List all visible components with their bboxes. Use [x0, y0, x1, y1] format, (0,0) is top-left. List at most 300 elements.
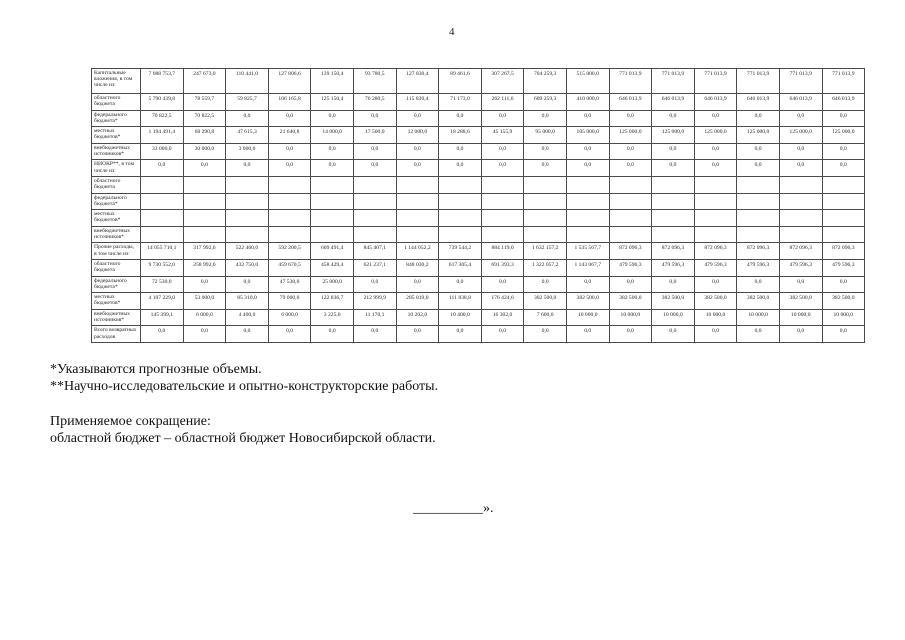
table-cell: 1 144 052,2 [396, 243, 439, 260]
table-cell: 17 500,0 [353, 127, 396, 144]
table-cell: 0,0 [524, 160, 567, 177]
table-cell [311, 226, 354, 243]
row-label: местных бюджетов* [92, 210, 141, 227]
table-cell [183, 210, 226, 227]
table-cell: 125 000,0 [652, 127, 695, 144]
row-label: внебюджетных источников* [92, 309, 141, 326]
table-cell: 302 500,0 [524, 293, 567, 310]
table-cell: 3 000,0 [226, 143, 269, 160]
table-cell: 0,0 [141, 160, 184, 177]
table-cell: 0,0 [779, 276, 822, 293]
table-row [92, 243, 865, 260]
table-cell [737, 176, 780, 193]
table-cell: 382 500,0 [652, 293, 695, 310]
table-cell: 0,0 [822, 160, 865, 177]
table-cell: 1 194 491,4 [141, 127, 184, 144]
table-cell [396, 176, 439, 193]
table-cell: 79 000,0 [268, 293, 311, 310]
table-cell: 0,0 [481, 160, 524, 177]
table-row [92, 276, 865, 293]
table-cell: 247 673,0 [183, 69, 226, 94]
table-cell: 0,0 [439, 143, 482, 160]
table-cell: 258 992,6 [183, 259, 226, 276]
table-cell: 10 000,0 [779, 309, 822, 326]
table-cell: 0,0 [779, 110, 822, 127]
table-cell [652, 193, 695, 210]
row-label: местных бюджетов* [92, 293, 141, 310]
table-cell: 0,0 [353, 110, 396, 127]
table-cell [141, 193, 184, 210]
table-cell: 0,0 [311, 160, 354, 177]
table-cell: 0,0 [183, 160, 226, 177]
table-cell: 262 111,6 [481, 94, 524, 111]
table-cell: 6 000,0 [268, 309, 311, 326]
table-cell: 0,0 [183, 276, 226, 293]
table-cell [141, 176, 184, 193]
table-cell: 0,0 [737, 160, 780, 177]
table-cell: 3 225,0 [311, 309, 354, 326]
table-cell [566, 193, 609, 210]
table-row [92, 293, 865, 310]
table-cell: 0,0 [481, 110, 524, 127]
table-cell: 1 143 067,7 [566, 259, 609, 276]
blank-line [50, 396, 438, 413]
table-cell: 125 000,0 [609, 127, 652, 144]
table-cell [268, 226, 311, 243]
table-cell [566, 176, 609, 193]
table-cell [652, 226, 695, 243]
table-body [92, 69, 865, 343]
table-cell [311, 193, 354, 210]
table-cell: 125 000,0 [694, 127, 737, 144]
row-label: внебюджетных источников* [92, 226, 141, 243]
table-row [92, 69, 865, 94]
table-cell: 106 165,8 [268, 94, 311, 111]
table-cell: 70 822,5 [183, 110, 226, 127]
table-cell [226, 210, 269, 227]
table-cell: 0,0 [524, 110, 567, 127]
table-cell: 771 013,9 [737, 69, 780, 94]
table-cell: 0,0 [353, 326, 396, 343]
table-cell [141, 226, 184, 243]
table-cell: 771 013,9 [779, 69, 822, 94]
table-cell: 771 013,9 [694, 69, 737, 94]
table-cell: 0,0 [268, 110, 311, 127]
table-cell: 479 596,3 [822, 259, 865, 276]
table-cell: 0,0 [566, 143, 609, 160]
table-row [92, 309, 865, 326]
table-cell [524, 210, 567, 227]
table-cell: 78 559,7 [183, 94, 226, 111]
table-cell: 0,0 [609, 160, 652, 177]
table-cell: 0,0 [226, 110, 269, 127]
table-cell: 771 013,9 [609, 69, 652, 94]
table-cell [353, 176, 396, 193]
table-cell [226, 193, 269, 210]
row-label: областного бюджета [92, 176, 141, 193]
table-cell: 45 155,9 [481, 127, 524, 144]
table-row [92, 94, 865, 111]
table-cell: 110 441,0 [226, 69, 269, 94]
page-number: 4 [449, 26, 455, 38]
table-cell [353, 226, 396, 243]
table-cell: 122 836,7 [311, 293, 354, 310]
table-cell: 0,0 [311, 326, 354, 343]
table-cell [183, 176, 226, 193]
table-cell: 522 460,0 [226, 243, 269, 260]
table-cell: 0,0 [183, 326, 226, 343]
table-cell: 10 400,0 [439, 309, 482, 326]
closing-mark: __________». [413, 501, 494, 516]
table-cell [694, 193, 737, 210]
table-cell: 0,0 [822, 326, 865, 343]
table-cell: 0,0 [439, 276, 482, 293]
table-cell: 0,0 [226, 326, 269, 343]
table-cell [652, 176, 695, 193]
table-cell: 0,0 [353, 160, 396, 177]
table-cell [609, 226, 652, 243]
table-cell: 382 500,0 [694, 293, 737, 310]
table-cell: 4 107 229,0 [141, 293, 184, 310]
row-label: Капитальные вложения, в том числе из: [92, 69, 141, 94]
table-cell: 53 000,0 [183, 293, 226, 310]
table-cell: 0,0 [822, 276, 865, 293]
table-cell [609, 210, 652, 227]
table-cell: 317 992,6 [183, 243, 226, 260]
table-cell: 0,0 [609, 143, 652, 160]
table-cell [439, 210, 482, 227]
table-cell: 16 302,0 [481, 309, 524, 326]
table-cell: 1 535 567,7 [566, 243, 609, 260]
table-cell: 0,0 [353, 276, 396, 293]
table-cell: 479 596,3 [737, 259, 780, 276]
table-cell: 10 000,0 [694, 309, 737, 326]
table-cell [822, 226, 865, 243]
footnote-forecast: *Указываются прогнозные объемы. [50, 362, 262, 377]
table-cell [524, 226, 567, 243]
table-cell [481, 193, 524, 210]
budget-table [91, 68, 865, 343]
table-cell: 0,0 [566, 276, 609, 293]
table-row [92, 326, 865, 343]
table-cell: 0,0 [481, 143, 524, 160]
table-cell: 0,0 [439, 110, 482, 127]
table-cell: 14 055 710,1 [141, 243, 184, 260]
table-row [92, 259, 865, 276]
row-label: Прочие расходы, в том числе из: [92, 243, 141, 260]
table-cell: 0,0 [694, 326, 737, 343]
table-cell: 139 150,4 [311, 69, 354, 94]
table-cell: 145 399,1 [141, 309, 184, 326]
table-cell [822, 210, 865, 227]
table-cell: 47 615,3 [226, 127, 269, 144]
table-cell: 0,0 [396, 160, 439, 177]
table-cell: 0,0 [652, 110, 695, 127]
table-cell [822, 176, 865, 193]
table-row [92, 160, 865, 177]
table-cell [694, 226, 737, 243]
abbreviation-heading: Применяемое сокращение: [50, 413, 211, 429]
table-cell: 0,0 [694, 110, 737, 127]
table-cell: 47 530,0 [268, 276, 311, 293]
table-cell: 0,0 [396, 326, 439, 343]
table-cell: 1 632 157,2 [524, 243, 567, 260]
table-cell [566, 226, 609, 243]
table-cell: 0,0 [652, 143, 695, 160]
table-cell: 307 267,5 [481, 69, 524, 94]
table-cell: 0,0 [609, 326, 652, 343]
table-cell [737, 193, 780, 210]
table-cell: 0,0 [779, 326, 822, 343]
table-cell: 105 000,0 [566, 127, 609, 144]
table-cell: 0,0 [609, 276, 652, 293]
table-cell [183, 226, 226, 243]
table-cell [396, 226, 439, 243]
table-cell: 0,0 [481, 276, 524, 293]
table-cell: 12 000,0 [396, 127, 439, 144]
table-cell: 70 822,5 [141, 110, 184, 127]
table-cell [481, 210, 524, 227]
table-cell: 0,0 [439, 326, 482, 343]
table-cell [396, 193, 439, 210]
table-cell: 884 119,0 [481, 243, 524, 260]
table-cell [353, 193, 396, 210]
table-cell: 872 096,3 [694, 243, 737, 260]
table-cell: 11 170,1 [353, 309, 396, 326]
table-cell: 25 000,0 [311, 276, 354, 293]
table-row [92, 210, 865, 227]
table-cell: 71 173,0 [439, 94, 482, 111]
table-cell: 617 305,4 [439, 259, 482, 276]
table-cell [439, 193, 482, 210]
row-label: федерального бюджета* [92, 193, 141, 210]
table-cell: 0,0 [737, 143, 780, 160]
table-cell: 0,0 [737, 110, 780, 127]
table-cell: 515 000,0 [566, 69, 609, 94]
abbreviation-text: областной бюджет – областной бюджет Новосибирской области. [50, 431, 436, 447]
table-cell: 872 096,3 [609, 243, 652, 260]
table-cell: 592 200,5 [268, 243, 311, 260]
row-label: федерального бюджета* [92, 276, 141, 293]
table-cell: 646 013,9 [779, 94, 822, 111]
table-cell: 0,0 [652, 160, 695, 177]
table-cell: 771 013,9 [652, 69, 695, 94]
table-cell [353, 210, 396, 227]
row-label: Всего возвратных расходов [92, 326, 141, 343]
table-cell: 432 750,0 [226, 259, 269, 276]
table-cell: 176 424,6 [481, 293, 524, 310]
table-cell: 872 096,3 [822, 243, 865, 260]
table-cell: 0,0 [779, 143, 822, 160]
table-cell: 459 670,5 [268, 259, 311, 276]
table-cell: 0,0 [396, 276, 439, 293]
row-label: областного бюджета [92, 94, 141, 111]
table-cell: 7 088 753,7 [141, 69, 184, 94]
table-cell [396, 210, 439, 227]
table-cell: 479 596,3 [652, 259, 695, 276]
table-cell: 382 500,0 [822, 293, 865, 310]
table-cell: 127 830,4 [396, 69, 439, 94]
table-cell: 609 491,4 [311, 243, 354, 260]
table-cell: 0,0 [566, 160, 609, 177]
table-cell: 691 393,3 [481, 259, 524, 276]
table-cell: 0,0 [822, 110, 865, 127]
table-cell: 212 999,9 [353, 293, 396, 310]
row-label: федерального бюджета* [92, 110, 141, 127]
table-cell: 646 013,9 [822, 94, 865, 111]
table-cell [439, 226, 482, 243]
table-row [92, 226, 865, 243]
table-cell: 127 806,6 [268, 69, 311, 94]
table-cell: 0,0 [311, 143, 354, 160]
table-cell: 285 819,0 [396, 293, 439, 310]
table-cell: 10 000,0 [822, 309, 865, 326]
table-cell [268, 210, 311, 227]
table-cell: 646 013,9 [737, 94, 780, 111]
table-row [92, 110, 865, 127]
table-cell: 30 000,0 [183, 143, 226, 160]
table-cell: 0,0 [694, 143, 737, 160]
table-cell: 10 000,0 [566, 309, 609, 326]
table-cell: 6 000,0 [183, 309, 226, 326]
row-label: внебюджетных источников* [92, 143, 141, 160]
table-cell: 33 000,0 [141, 143, 184, 160]
table-cell: 646 013,9 [652, 94, 695, 111]
table-cell [779, 193, 822, 210]
table-cell: 89 461,6 [439, 69, 482, 94]
table-cell [694, 210, 737, 227]
table-cell: 76 280,5 [353, 94, 396, 111]
table-cell [311, 176, 354, 193]
table-cell: 872 096,3 [779, 243, 822, 260]
table-cell: 68 290,8 [183, 127, 226, 144]
table-cell: 9 730 552,0 [141, 259, 184, 276]
table-cell: 0,0 [652, 326, 695, 343]
table-row [92, 176, 865, 193]
table-cell: 18 288,6 [439, 127, 482, 144]
table-cell: 4 400,0 [226, 309, 269, 326]
table-cell: 10 000,0 [652, 309, 695, 326]
table-cell: 115 830,4 [396, 94, 439, 111]
table-cell [481, 176, 524, 193]
table-cell: 410 000,0 [566, 94, 609, 111]
table-cell: 0,0 [141, 326, 184, 343]
table-cell: 125 150,4 [311, 94, 354, 111]
table-cell [694, 176, 737, 193]
table-cell [737, 226, 780, 243]
table-cell [268, 193, 311, 210]
table-cell [779, 210, 822, 227]
table-cell: 0,0 [524, 326, 567, 343]
table-cell [566, 210, 609, 227]
table-cell: 0,0 [822, 143, 865, 160]
table-cell: 0,0 [737, 326, 780, 343]
table-cell [737, 210, 780, 227]
table-cell: 0,0 [652, 276, 695, 293]
table-cell: 0,0 [524, 276, 567, 293]
table-cell: 0,0 [524, 143, 567, 160]
table-cell: 0,0 [268, 326, 311, 343]
table-cell: 0,0 [694, 160, 737, 177]
table-cell: 0,0 [226, 160, 269, 177]
table-cell: 21 640,8 [268, 127, 311, 144]
table-cell: 0,0 [353, 143, 396, 160]
table-cell: 479 596,3 [779, 259, 822, 276]
table-cell: 0,0 [396, 110, 439, 127]
table-cell: 0,0 [779, 160, 822, 177]
table-cell [226, 176, 269, 193]
footnote-rnd: **Научно-исследовательские и опытно-конструкторские работы. [50, 379, 439, 395]
table-cell: 0,0 [439, 160, 482, 177]
table-cell: 872 096,3 [737, 243, 780, 260]
table-cell: 111 838,8 [439, 293, 482, 310]
table-cell: 609 259,3 [524, 94, 567, 111]
table-cell [141, 210, 184, 227]
table-cell: 10 202,0 [396, 309, 439, 326]
table-cell: 125 000,0 [779, 127, 822, 144]
table-cell: 479 596,3 [694, 259, 737, 276]
row-label: НИОКР**, в том числе из: [92, 160, 141, 177]
table-cell [609, 193, 652, 210]
table-cell: 646 013,9 [694, 94, 737, 111]
table-cell [183, 193, 226, 210]
table-cell [779, 176, 822, 193]
table-cell: 125 000,0 [737, 127, 780, 144]
table-cell: 10 000,0 [609, 309, 652, 326]
table-cell: 93 780,5 [353, 69, 396, 94]
table-row [92, 193, 865, 210]
table-cell [439, 176, 482, 193]
table-cell [822, 193, 865, 210]
table-cell: 771 013,9 [822, 69, 865, 94]
table-cell [524, 193, 567, 210]
table-cell: 646 013,9 [609, 94, 652, 111]
table-cell: 382 500,0 [779, 293, 822, 310]
table-cell [609, 176, 652, 193]
row-label: областного бюджета [92, 259, 141, 276]
table-cell: 85 310,0 [226, 293, 269, 310]
table-cell: 0,0 [268, 143, 311, 160]
table-cell: 0,0 [396, 143, 439, 160]
table-cell: 704 259,3 [524, 69, 567, 94]
table-cell: 848 030,2 [396, 259, 439, 276]
table-cell: 10 000,0 [737, 309, 780, 326]
table-cell [524, 176, 567, 193]
table-cell: 72 530,0 [141, 276, 184, 293]
table-cell: 621 237,1 [353, 259, 396, 276]
table-cell: 0,0 [311, 110, 354, 127]
table-cell: 125 000,0 [822, 127, 865, 144]
table-cell: 7 600,0 [524, 309, 567, 326]
table-cell [652, 210, 695, 227]
table-cell: 0,0 [566, 110, 609, 127]
table-cell: 95 000,0 [524, 127, 567, 144]
table-cell [779, 226, 822, 243]
table-row [92, 143, 865, 160]
table-cell: 0,0 [268, 160, 311, 177]
table-cell [481, 226, 524, 243]
table-cell: 0,0 [694, 276, 737, 293]
table-row [92, 127, 865, 144]
table-cell: 382 500,0 [737, 293, 780, 310]
table-cell: 739 544,2 [439, 243, 482, 260]
table-cell: 382 500,0 [566, 293, 609, 310]
table-cell: 0,0 [226, 276, 269, 293]
table-cell: 0,0 [609, 110, 652, 127]
table-cell: 845 407,1 [353, 243, 396, 260]
table-cell: 872 096,3 [652, 243, 695, 260]
table-cell: 0,0 [566, 326, 609, 343]
